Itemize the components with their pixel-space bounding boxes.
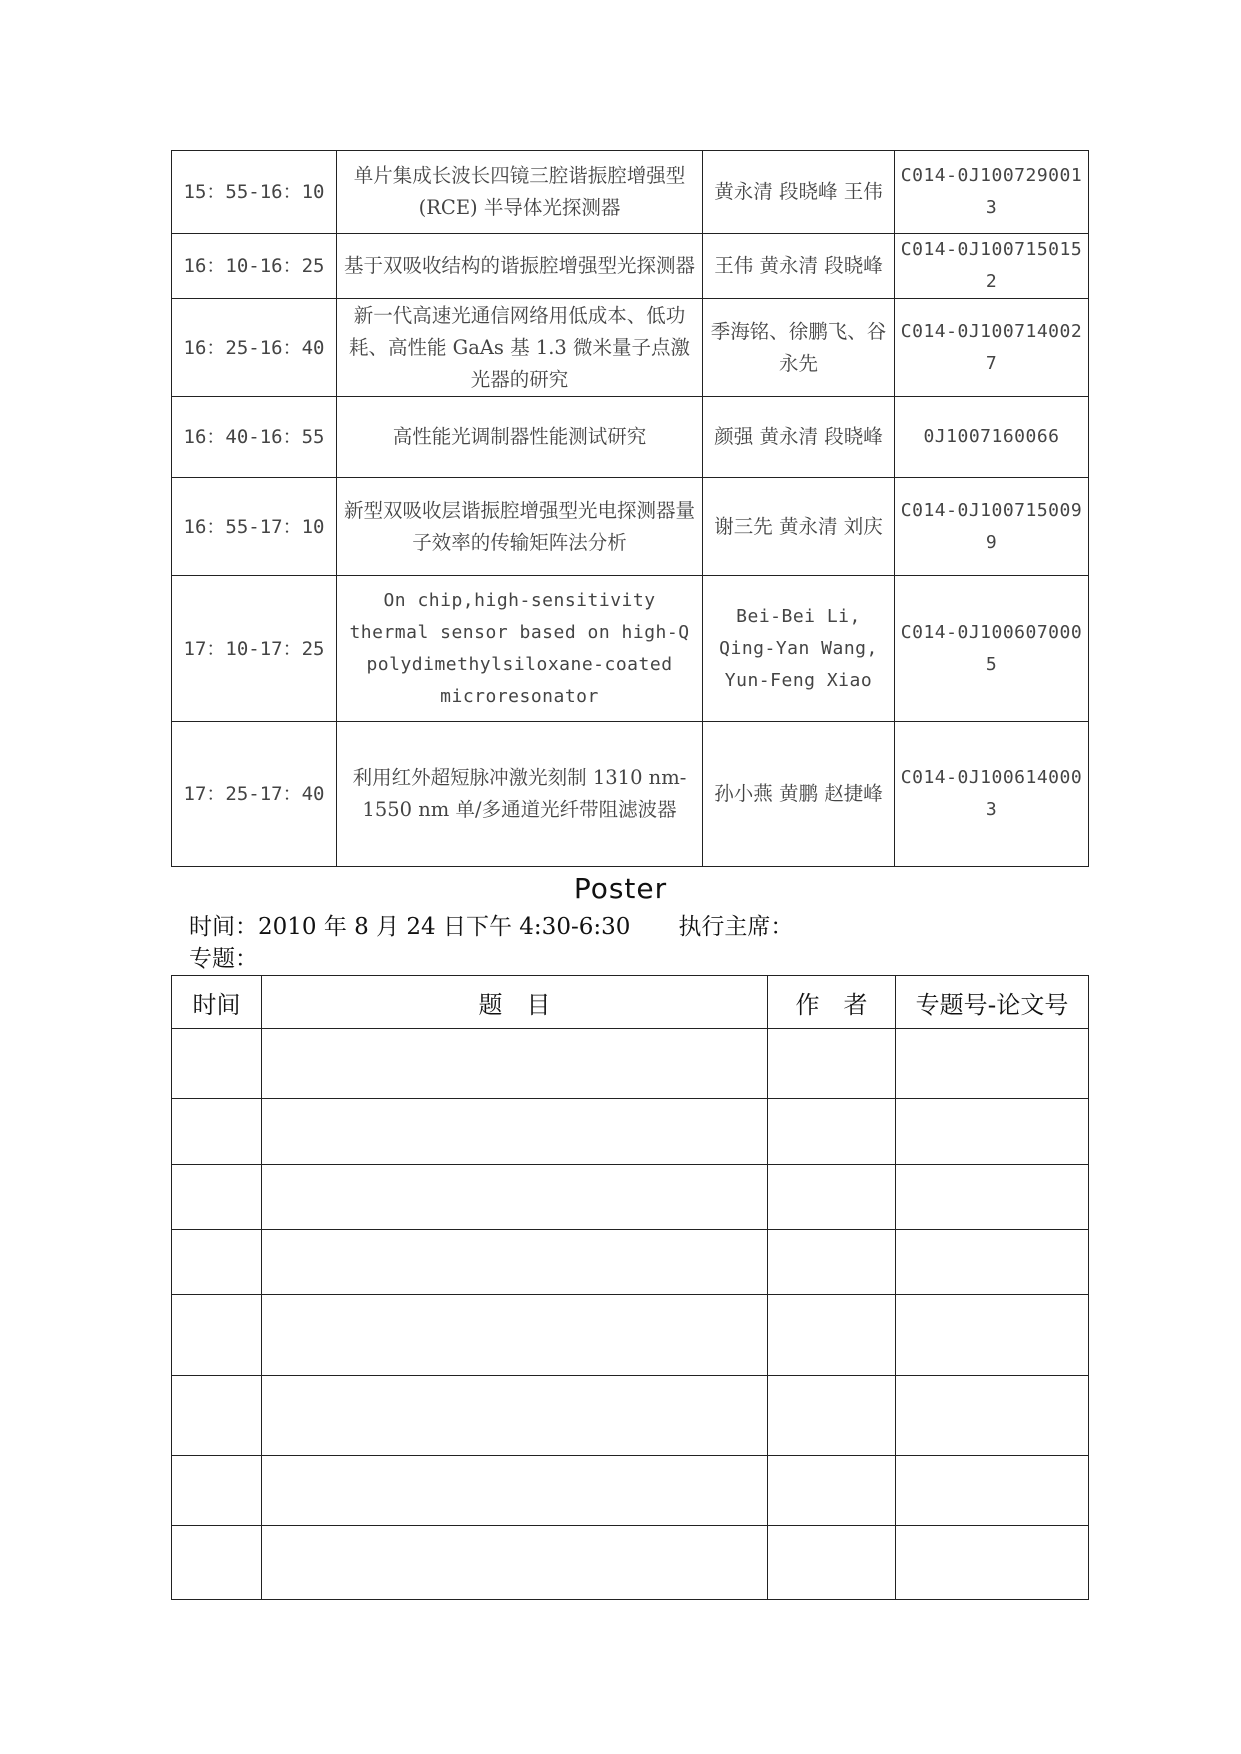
empty-cell: [768, 1295, 896, 1376]
table-row: [172, 1165, 1089, 1230]
empty-cell: [768, 1029, 896, 1099]
authors-cell: 谢三先 黄永清 刘庆: [703, 478, 895, 576]
title-cell: 基于双吸收结构的谐振腔增强型光探测器: [337, 234, 703, 299]
empty-cell: [172, 1376, 262, 1456]
code-cell: C014-0J1006140003: [895, 722, 1089, 867]
authors-cell: 黄永清 段晓峰 王伟: [703, 151, 895, 234]
table-row: [172, 478, 1089, 576]
topic-label: 专题：: [189, 946, 258, 972]
table-row: [172, 722, 1089, 867]
time-cell: 17：10-17：25: [172, 576, 337, 722]
empty-cell: [896, 1526, 1089, 1600]
empty-cell: [172, 1526, 262, 1600]
table-header-row: [172, 976, 1089, 1029]
empty-cell: [262, 1376, 768, 1456]
header-code: 专题号-论文号: [896, 976, 1089, 1029]
schedule-table: [171, 150, 1089, 867]
time-cell: 16：40-16：55: [172, 397, 337, 478]
empty-cell: [896, 1099, 1089, 1165]
code-cell: C014-0J1007290013: [895, 151, 1089, 234]
table-row: [172, 1295, 1089, 1376]
empty-cell: [896, 1295, 1089, 1376]
authors-cell: 颜强 黄永清 段晓峰: [703, 397, 895, 478]
empty-cell: [768, 1099, 896, 1165]
time-cell: 16：10-16：25: [172, 234, 337, 299]
poster-table: [171, 975, 1089, 1600]
empty-cell: [262, 1029, 768, 1099]
empty-cell: [768, 1456, 896, 1526]
header-time: 时间: [172, 976, 262, 1029]
time-cell: 16：55-17：10: [172, 478, 337, 576]
authors-cell: 王伟 黄永清 段晓峰: [703, 234, 895, 299]
table-row: [172, 576, 1089, 722]
authors-cell: 孙小燕 黄鹏 赵捷峰: [703, 722, 895, 867]
empty-cell: [768, 1230, 896, 1295]
empty-cell: [262, 1099, 768, 1165]
chair-label: 执行主席：: [678, 914, 794, 940]
code-cell: C014-0J1007140027: [895, 299, 1089, 397]
empty-cell: [172, 1456, 262, 1526]
table-row: [172, 234, 1089, 299]
table-row: [172, 1526, 1089, 1600]
code-cell: C014-0J1007150099: [895, 478, 1089, 576]
empty-cell: [172, 1099, 262, 1165]
table-row: [172, 1376, 1089, 1456]
code-cell: 0J1007160066: [895, 397, 1089, 478]
empty-cell: [896, 1029, 1089, 1099]
empty-cell: [896, 1456, 1089, 1526]
time-cell: 16：25-16：40: [172, 299, 337, 397]
table-row: [172, 1456, 1089, 1526]
title-cell: 高性能光调制器性能测试研究: [337, 397, 703, 478]
empty-cell: [768, 1526, 896, 1600]
empty-cell: [172, 1295, 262, 1376]
header-title: 题 目: [262, 976, 768, 1029]
empty-cell: [768, 1376, 896, 1456]
table-row: [172, 299, 1089, 397]
table-row: [172, 151, 1089, 234]
table-row: [172, 397, 1089, 478]
empty-cell: [262, 1230, 768, 1295]
table-row: [172, 1029, 1089, 1099]
empty-cell: [768, 1165, 896, 1230]
authors-cell: 季海铭、徐鹏飞、谷永先: [703, 299, 895, 397]
time-cell: 17：25-17：40: [172, 722, 337, 867]
authors-cell: Bei-Bei Li, Qing-Yan Wang, Yun-Feng Xiao: [703, 576, 895, 722]
empty-cell: [896, 1376, 1089, 1456]
code-cell: C014-0J1007150152: [895, 234, 1089, 299]
empty-cell: [262, 1526, 768, 1600]
title-cell: 利用红外超短脉冲激光刻制 1310 nm-1550 nm 单/多通道光纤带阻滤波器: [337, 722, 703, 867]
session-time: 时间：2010 年 8 月 24 日下午 4:30-6:30: [189, 914, 631, 940]
title-cell: 单片集成长波长四镜三腔谐振腔增强型(RCE) 半导体光探测器: [337, 151, 703, 234]
empty-cell: [262, 1295, 768, 1376]
table-row: [172, 1230, 1089, 1295]
poster-heading: Poster: [573, 872, 668, 905]
title-cell: On chip,high-sensitivity thermal sensor based on high-Q polydimethylsiloxane-coated microresonator: [337, 576, 703, 722]
header-authors: 作 者: [768, 976, 896, 1029]
empty-cell: [172, 1230, 262, 1295]
title-cell: 新一代高速光通信网络用低成本、低功耗、高性能 GaAs 基 1.3 微米量子点激光器的研究: [337, 299, 703, 397]
code-cell: C014-0J1006070005: [895, 576, 1089, 722]
session-info-line: [189, 908, 793, 941]
table-row: [172, 1099, 1089, 1165]
empty-cell: [172, 1165, 262, 1230]
empty-cell: [262, 1165, 768, 1230]
empty-cell: [172, 1029, 262, 1099]
empty-cell: [262, 1456, 768, 1526]
empty-cell: [896, 1230, 1089, 1295]
title-cell: 新型双吸收层谐振腔增强型光电探测器量子效率的传输矩阵法分析: [337, 478, 703, 576]
empty-cell: [896, 1165, 1089, 1230]
time-cell: 15：55-16：10: [172, 151, 337, 234]
